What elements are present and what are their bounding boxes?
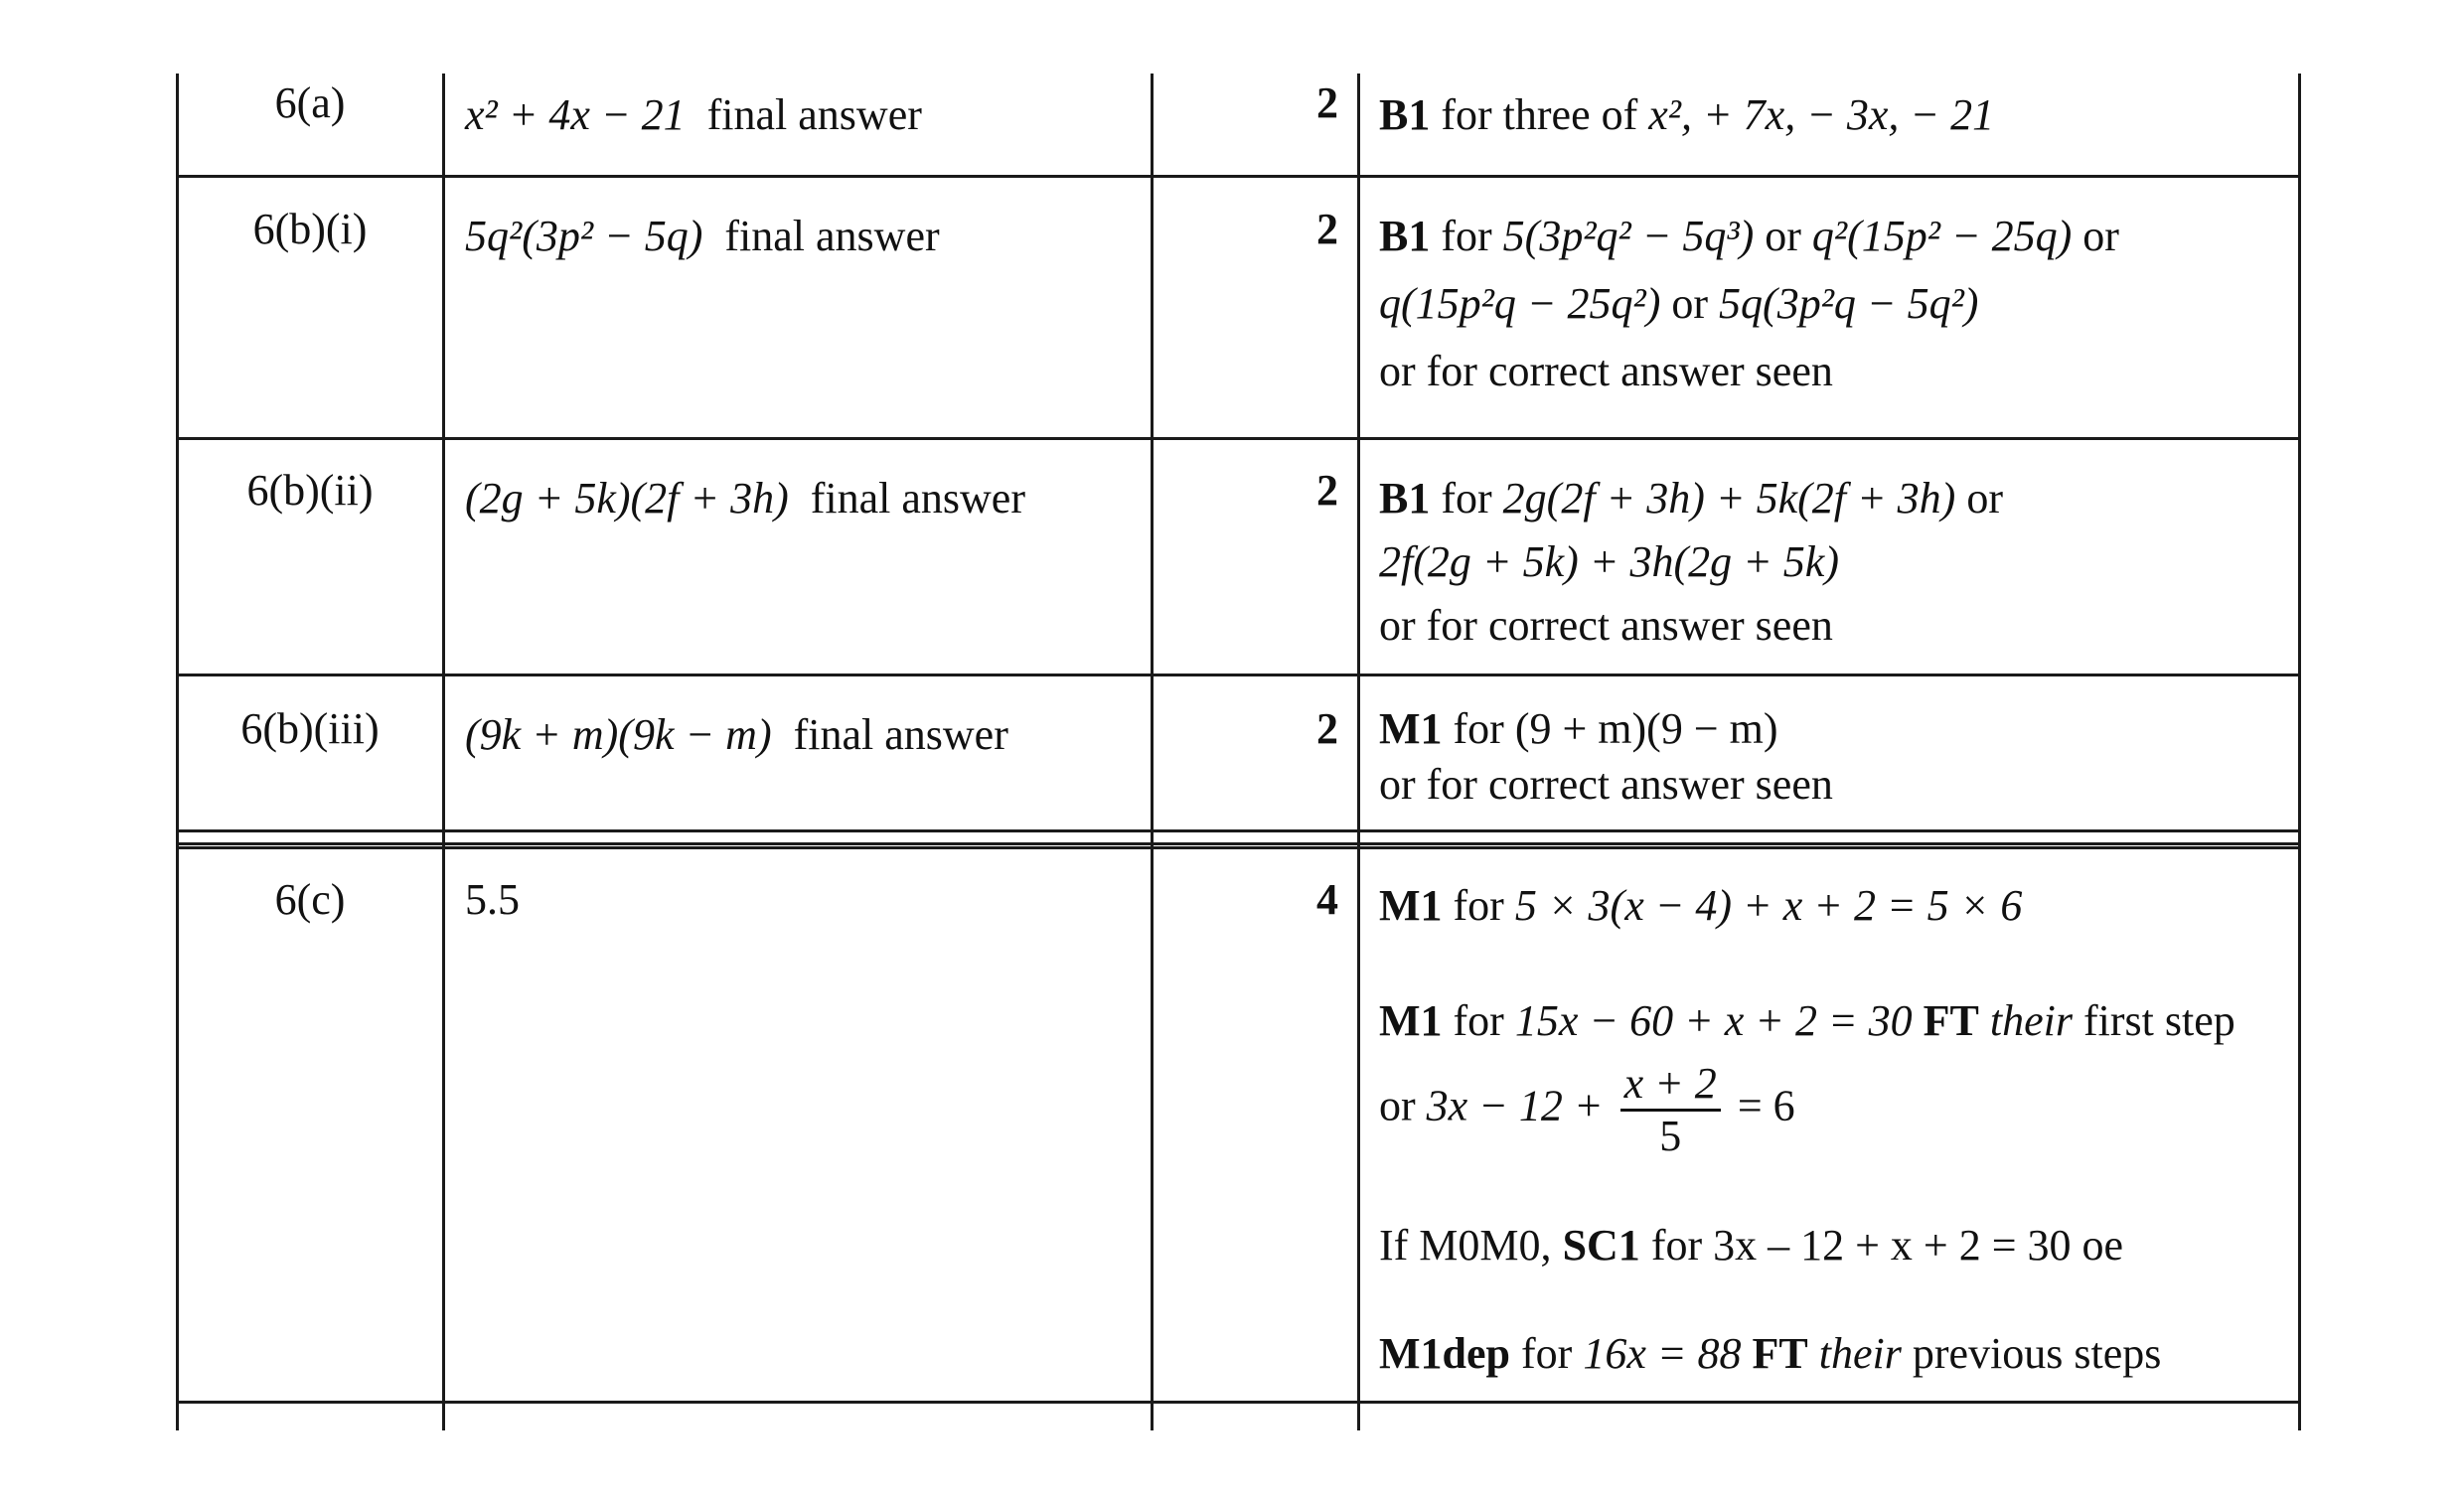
marks-value: 2 bbox=[1316, 704, 1338, 753]
guidance-expression: 2g(2f + 3h) + 5k(2f + 3h) bbox=[1502, 474, 1956, 523]
mark-code: B1 bbox=[1379, 212, 1431, 260]
row-divider-double-top bbox=[176, 829, 2301, 832]
guidance-expression: x², + 7x, − 3x, − 21 bbox=[1648, 90, 1995, 139]
mark-code: B1 bbox=[1379, 90, 1431, 139]
mark-code: M1 bbox=[1379, 704, 1443, 753]
guidance-step bbox=[1379, 878, 2022, 934]
fraction bbox=[1620, 1059, 1721, 1161]
guidance-tail: first step bbox=[2083, 996, 2235, 1045]
answer-expression: (9k + m)(9k − m) bbox=[465, 710, 772, 759]
guidance-expression: 3x − 12 + bbox=[1426, 1081, 1604, 1130]
guidance-line bbox=[1379, 209, 2119, 264]
answer-cell bbox=[465, 872, 520, 928]
guidance-expression: q²(15p² − 25q) bbox=[1811, 212, 2073, 260]
guidance-or: or bbox=[1765, 212, 1801, 260]
column-divider-answer bbox=[1151, 74, 1154, 1430]
answer-cell bbox=[465, 209, 940, 264]
guidance-or: or bbox=[1966, 474, 2003, 523]
answer-suffix: final answer bbox=[706, 90, 922, 139]
guidance-or: or bbox=[2082, 212, 2119, 260]
fraction-denominator: 5 bbox=[1659, 1112, 1682, 1160]
guidance-cell bbox=[1379, 471, 2003, 654]
answer-expression: 5q²(3p² − 5q) bbox=[465, 212, 703, 260]
row-divider bbox=[176, 437, 2301, 440]
row-divider bbox=[176, 175, 2301, 178]
answer-value: 5.5 bbox=[465, 875, 520, 924]
guidance-expression: 16x = 88 bbox=[1583, 1329, 1742, 1378]
column-divider-marks bbox=[1357, 74, 1360, 1430]
ft-code: FT bbox=[1752, 1329, 1808, 1378]
guidance-expression: 5 × 3(x − 4) + x + 2 = 5 × 6 bbox=[1514, 881, 2023, 930]
answer-expression: x² + 4x − 21 bbox=[465, 90, 686, 139]
guidance-expression: = 6 bbox=[1737, 1081, 1795, 1130]
guidance-line: or for correct answer seen bbox=[1379, 760, 1833, 809]
guidance-or: or bbox=[1671, 279, 1709, 328]
guidance-their: their bbox=[1989, 996, 2074, 1045]
marks-value: 2 bbox=[1316, 78, 1338, 127]
mark-code: M1 bbox=[1379, 881, 1443, 930]
guidance-step bbox=[1379, 1059, 1795, 1161]
mark-code: M1 bbox=[1379, 996, 1443, 1045]
mark-code: M1dep bbox=[1379, 1329, 1510, 1378]
answer-expression: (2g + 5k)(2f + 3h) bbox=[465, 474, 789, 523]
guidance-text: for bbox=[1441, 212, 1492, 260]
guidance-prefix: If M0M0, bbox=[1379, 1221, 1552, 1270]
guidance-text: for 3x – 12 + x + 2 = 30 oe bbox=[1650, 1221, 2124, 1270]
answer-cell bbox=[465, 87, 922, 143]
answer-suffix: final answer bbox=[724, 212, 940, 260]
mark-code: B1 bbox=[1379, 474, 1431, 523]
question-number: 6(a) bbox=[274, 78, 346, 127]
guidance-expression: 5q(3p²q − 5q²) bbox=[1719, 279, 1979, 328]
mark-code: SC1 bbox=[1562, 1221, 1640, 1270]
table-border-right bbox=[2298, 74, 2301, 1430]
fraction-numerator: x + 2 bbox=[1620, 1059, 1721, 1112]
guidance-text: for three of bbox=[1441, 90, 1638, 139]
row-divider-double-mid bbox=[176, 842, 2301, 845]
guidance-text: for bbox=[1521, 1329, 1573, 1378]
question-number: 6(b)(i) bbox=[252, 205, 368, 253]
guidance-line bbox=[1379, 701, 1833, 757]
guidance-expression: 5(3p²q² − 5q³) bbox=[1502, 212, 1755, 260]
question-number: 6(b)(ii) bbox=[246, 466, 374, 515]
row-divider bbox=[176, 674, 2301, 676]
guidance-text: for bbox=[1441, 474, 1492, 523]
guidance-step bbox=[1379, 993, 2235, 1049]
guidance-line: or for correct answer seen bbox=[1379, 601, 1833, 650]
answer-cell bbox=[465, 707, 1008, 763]
question-number: 6(b)(iii) bbox=[240, 704, 380, 753]
guidance-expression: 2f(2g + 5k) + 3h(2g + 5k) bbox=[1379, 537, 1839, 586]
guidance-expression: 15x − 60 + x + 2 = 30 bbox=[1514, 996, 1913, 1045]
guidance-line bbox=[1379, 534, 2003, 590]
guidance-or: or bbox=[1379, 1081, 1416, 1130]
marks-value: 4 bbox=[1316, 875, 1338, 924]
marks-value: 2 bbox=[1316, 205, 1338, 253]
guidance-their: their bbox=[1818, 1329, 1902, 1378]
question-number: 6(c) bbox=[274, 875, 346, 924]
guidance-cell bbox=[1379, 209, 2119, 399]
guidance-text: for bbox=[1453, 881, 1504, 930]
guidance-step bbox=[1379, 1326, 2161, 1382]
guidance-tail: previous steps bbox=[1912, 1329, 2162, 1378]
guidance-expression: q(15p²q − 25q²) bbox=[1379, 279, 1661, 328]
marks-value: 2 bbox=[1316, 466, 1338, 515]
guidance-cell bbox=[1379, 701, 1833, 813]
row-divider-double-bottom bbox=[176, 846, 2301, 849]
guidance-text: for (9 + m)(9 − m) bbox=[1453, 704, 1778, 753]
answer-suffix: final answer bbox=[810, 474, 1025, 523]
guidance-line bbox=[1379, 276, 2119, 332]
guidance-step bbox=[1379, 1218, 2123, 1273]
guidance-cell bbox=[1379, 87, 1994, 143]
ft-code: FT bbox=[1923, 996, 1979, 1045]
answer-suffix: final answer bbox=[793, 710, 1008, 759]
guidance-text: for bbox=[1453, 996, 1504, 1045]
row-divider bbox=[176, 1401, 2301, 1404]
guidance-line bbox=[1379, 471, 2003, 526]
answer-cell bbox=[465, 471, 1025, 526]
guidance-line: or for correct answer seen bbox=[1379, 347, 1833, 395]
